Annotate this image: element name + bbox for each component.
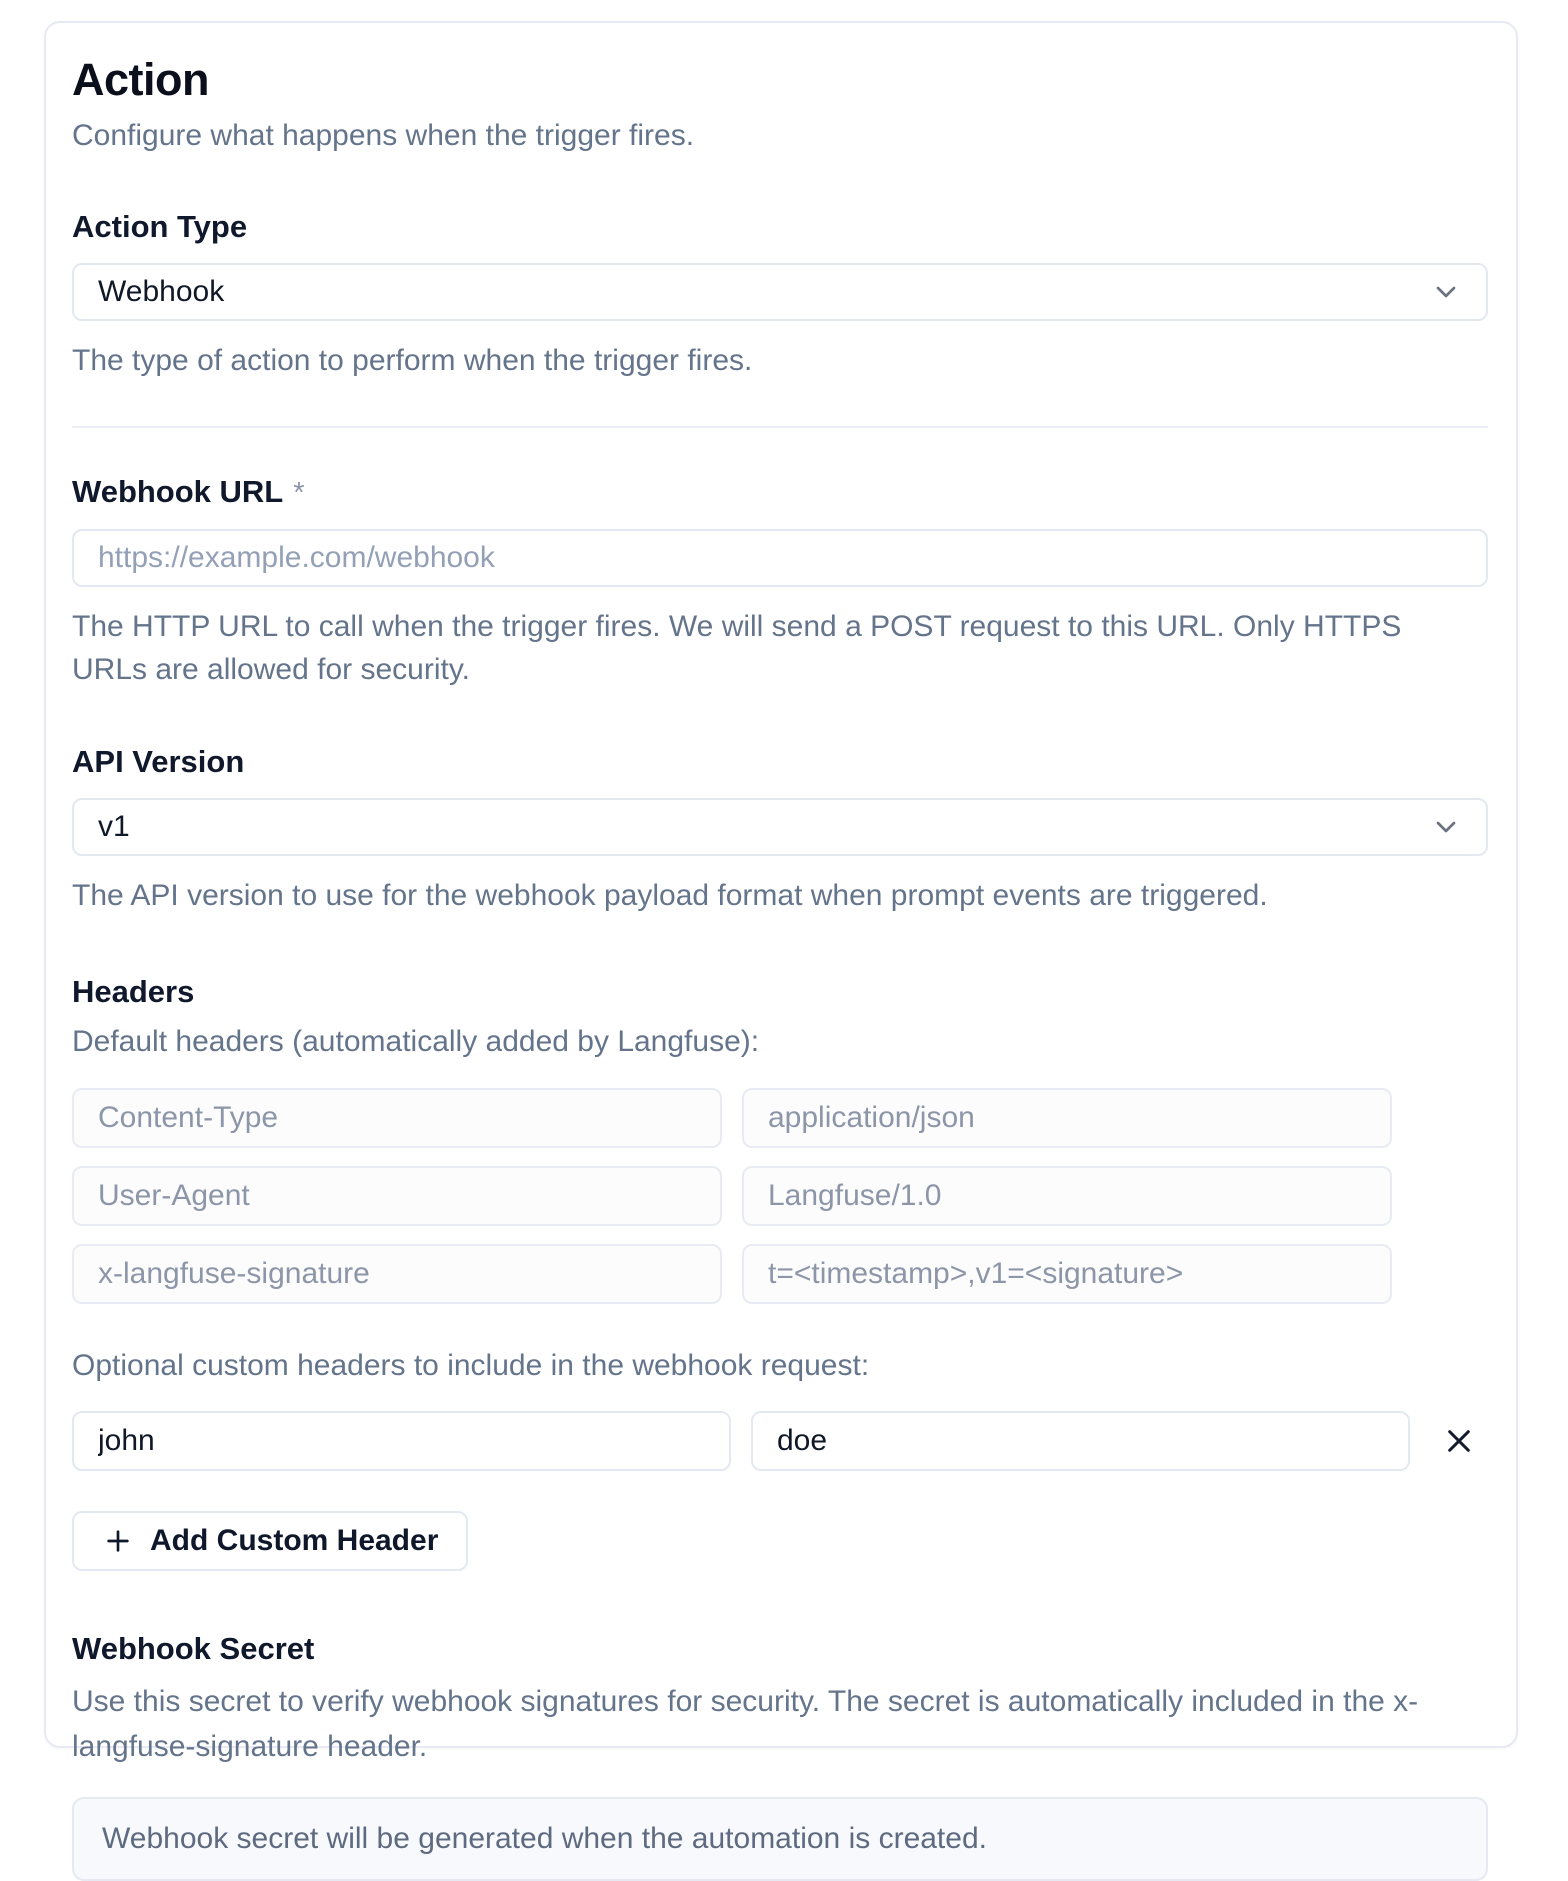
default-headers-grid (72, 1088, 1392, 1304)
webhook-secret-placeholder-box (72, 1797, 1488, 1881)
add-custom-header-label: Add Custom Header (150, 1524, 439, 1558)
close-icon (1443, 1425, 1475, 1457)
api-version-label: API Version (72, 743, 245, 779)
action-type-selected-value: Webhook (98, 274, 225, 308)
required-asterisk: * (293, 477, 305, 510)
default-header-value-input (742, 1088, 1392, 1148)
api-version-select[interactable] (72, 798, 1488, 856)
action-type-help: The type of action to perform when the trigger fires. (72, 343, 753, 377)
action-card (44, 21, 1518, 1856)
custom-header-value-input[interactable] (751, 1411, 1410, 1471)
chevron-down-icon (1430, 811, 1462, 843)
remove-header-button[interactable] (1430, 1412, 1488, 1470)
default-header-value-input (742, 1244, 1392, 1304)
section-divider (72, 426, 1488, 428)
api-version-help: The API version to use for the webhook payload format when prompt events are triggered. (72, 879, 1268, 913)
webhook-secret-placeholder-text: Webhook secret will be generated when the automation is created. (102, 1822, 987, 1856)
api-version-selected-value: v1 (98, 810, 130, 844)
webhook-url-label-text: Webhook URL (72, 474, 284, 510)
default-header-value-input (742, 1166, 1392, 1226)
page-subtitle: Configure what happens when the trigger fires. (72, 118, 695, 152)
webhook-url-label (72, 472, 1488, 513)
custom-header-row (72, 1411, 1488, 1471)
custom-header-key-input[interactable] (72, 1411, 731, 1471)
webhook-secret-description: Use this secret to verify webhook signatures for security. The secret is automatically included in the x-langfuse-signature header. (72, 1685, 1419, 1764)
webhook-url-help: The HTTP URL to call when the trigger fires. We will send a POST request to this URL. Only HTTPS URLs are allowed for security. (72, 609, 1402, 687)
default-headers-caption: Default headers (automatically added by Langfuse): (72, 1025, 760, 1059)
webhook-secret-label: Webhook Secret (72, 1631, 315, 1667)
custom-headers-caption: Optional custom headers to include in the webhook request: (72, 1348, 870, 1382)
default-header-key-input (72, 1244, 722, 1304)
action-type-label: Action Type (72, 208, 248, 244)
page-title: Action (72, 54, 209, 105)
headers-label: Headers (72, 973, 195, 1009)
action-type-select[interactable] (72, 263, 1488, 321)
default-header-key-input (72, 1166, 722, 1226)
add-custom-header-button[interactable] (72, 1511, 468, 1571)
plus-icon (102, 1525, 134, 1557)
webhook-url-input[interactable] (72, 529, 1488, 587)
default-header-key-input (72, 1088, 722, 1148)
chevron-down-icon (1430, 276, 1462, 308)
